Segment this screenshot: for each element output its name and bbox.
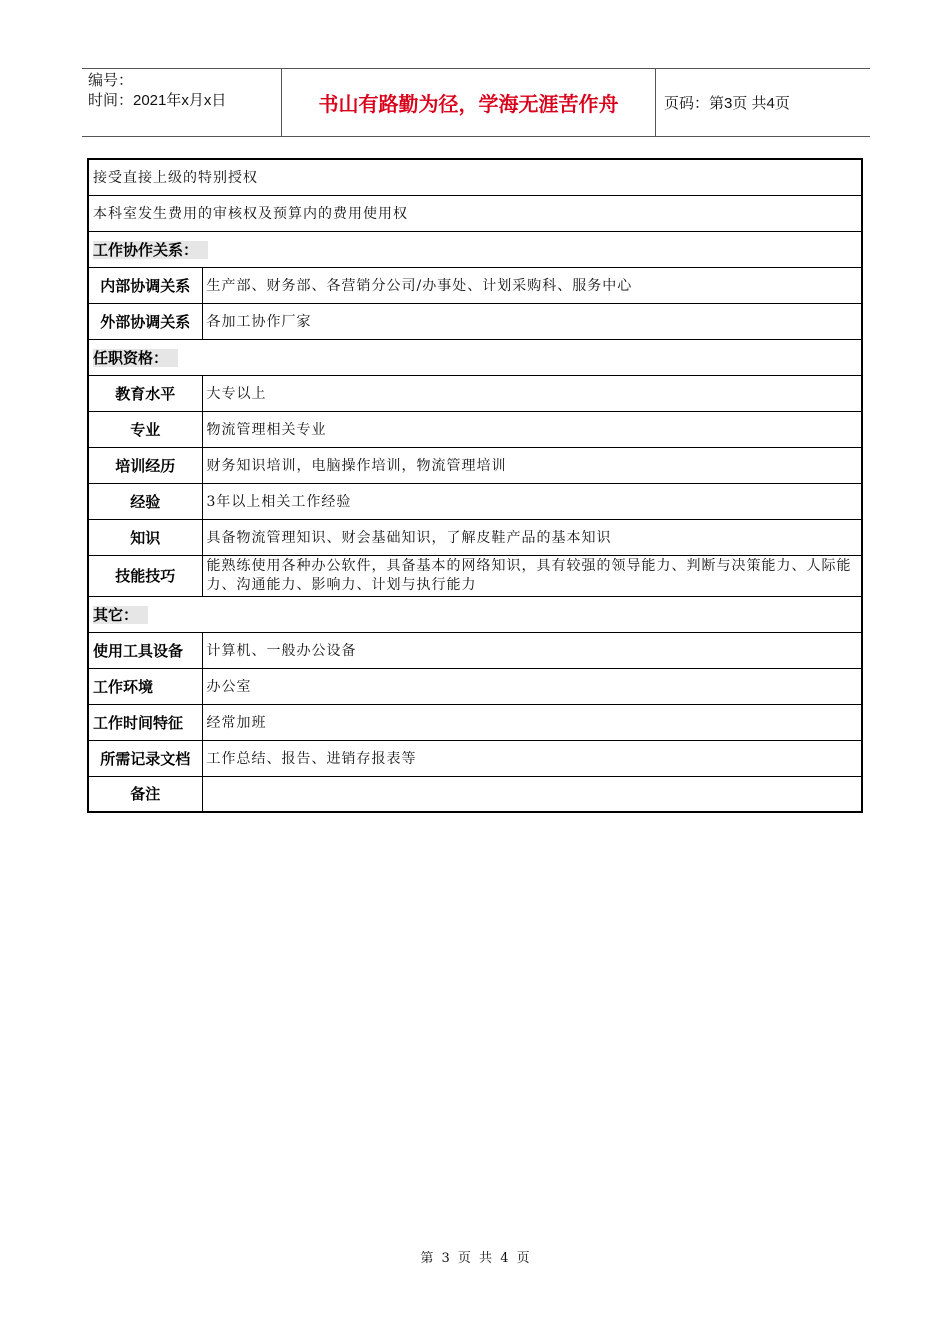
job-description-table xyxy=(87,158,863,813)
work-time-label: 工作时间特征 xyxy=(88,704,202,740)
table-row xyxy=(88,447,862,483)
table-row xyxy=(88,339,862,375)
page-footer: 第 3 页 共 4 页 xyxy=(420,1251,530,1266)
section-cooperation xyxy=(88,231,862,267)
table-row xyxy=(88,632,862,668)
header-page-number: 页码：第3页 共4页 xyxy=(664,95,790,112)
remarks-value xyxy=(202,776,862,812)
page-header xyxy=(82,68,870,137)
table-row xyxy=(88,231,862,267)
table-row xyxy=(88,740,862,776)
remarks-label: 备注 xyxy=(88,776,202,812)
work-time-value: 经常加班 xyxy=(202,704,862,740)
records-value: 工作总结、报告、进销存报表等 xyxy=(202,740,862,776)
section-other xyxy=(88,596,862,632)
table-row xyxy=(88,519,862,555)
section-other-title: 其它： xyxy=(93,606,148,624)
education-label: 教育水平 xyxy=(88,375,202,411)
table-row xyxy=(88,776,862,812)
table-row xyxy=(88,704,862,740)
table-row xyxy=(88,555,862,596)
table-row xyxy=(88,668,862,704)
tools-value: 计算机、一般办公设备 xyxy=(202,632,862,668)
education-value: 大专以上 xyxy=(202,375,862,411)
table-row xyxy=(88,195,862,231)
experience-value: 3年以上相关工作经验 xyxy=(202,483,862,519)
authority-expense: 本科室发生费用的审核权及预算内的费用使用权 xyxy=(88,195,862,231)
training-value: 财务知识培训，电脑操作培训，物流管理培训 xyxy=(202,447,862,483)
knowledge-value: 具备物流管理知识、财会基础知识，了解皮鞋产品的基本知识 xyxy=(202,519,862,555)
table-row xyxy=(88,303,862,339)
records-label: 所需记录文档 xyxy=(88,740,202,776)
skills-label: 技能技巧 xyxy=(88,555,202,596)
section-qualification-title: 任职资格： xyxy=(93,349,178,367)
document-number-label: 编号： xyxy=(88,72,134,89)
external-coordination-value: 各加工协作厂家 xyxy=(202,303,862,339)
external-coordination-label: 外部协调关系 xyxy=(88,303,202,339)
experience-label: 经验 xyxy=(88,483,202,519)
environment-label: 工作环境 xyxy=(88,668,202,704)
table-row xyxy=(88,159,862,195)
knowledge-label: 知识 xyxy=(88,519,202,555)
tools-label: 使用工具设备 xyxy=(88,632,202,668)
document-date-label: 时间：2021年x月x日 xyxy=(88,92,227,109)
header-info xyxy=(82,69,282,136)
section-qualification xyxy=(88,339,862,375)
internal-coordination-label: 内部协调关系 xyxy=(88,267,202,303)
header-motto: 书山有路勤为径，学海无涯苦作舟 xyxy=(282,69,656,136)
training-label: 培训经历 xyxy=(88,447,202,483)
skills-value: 能熟练使用各种办公软件，具备基本的网络知识，具有较强的领导能力、判断与决策能力、人际能力、沟通能力、影响力、计划与执行能力 xyxy=(202,555,862,596)
table-row xyxy=(88,483,862,519)
section-cooperation-title: 工作协作关系： xyxy=(93,241,208,259)
environment-value: 办公室 xyxy=(202,668,862,704)
table-row xyxy=(88,375,862,411)
authority-special: 接受直接上级的特别授权 xyxy=(88,159,862,195)
major-value: 物流管理相关专业 xyxy=(202,411,862,447)
internal-coordination-value: 生产部、财务部、各营销分公司/办事处、计划采购科、服务中心 xyxy=(202,267,862,303)
major-label: 专业 xyxy=(88,411,202,447)
table-row xyxy=(88,411,862,447)
table-row xyxy=(88,596,862,632)
table-row xyxy=(88,267,862,303)
